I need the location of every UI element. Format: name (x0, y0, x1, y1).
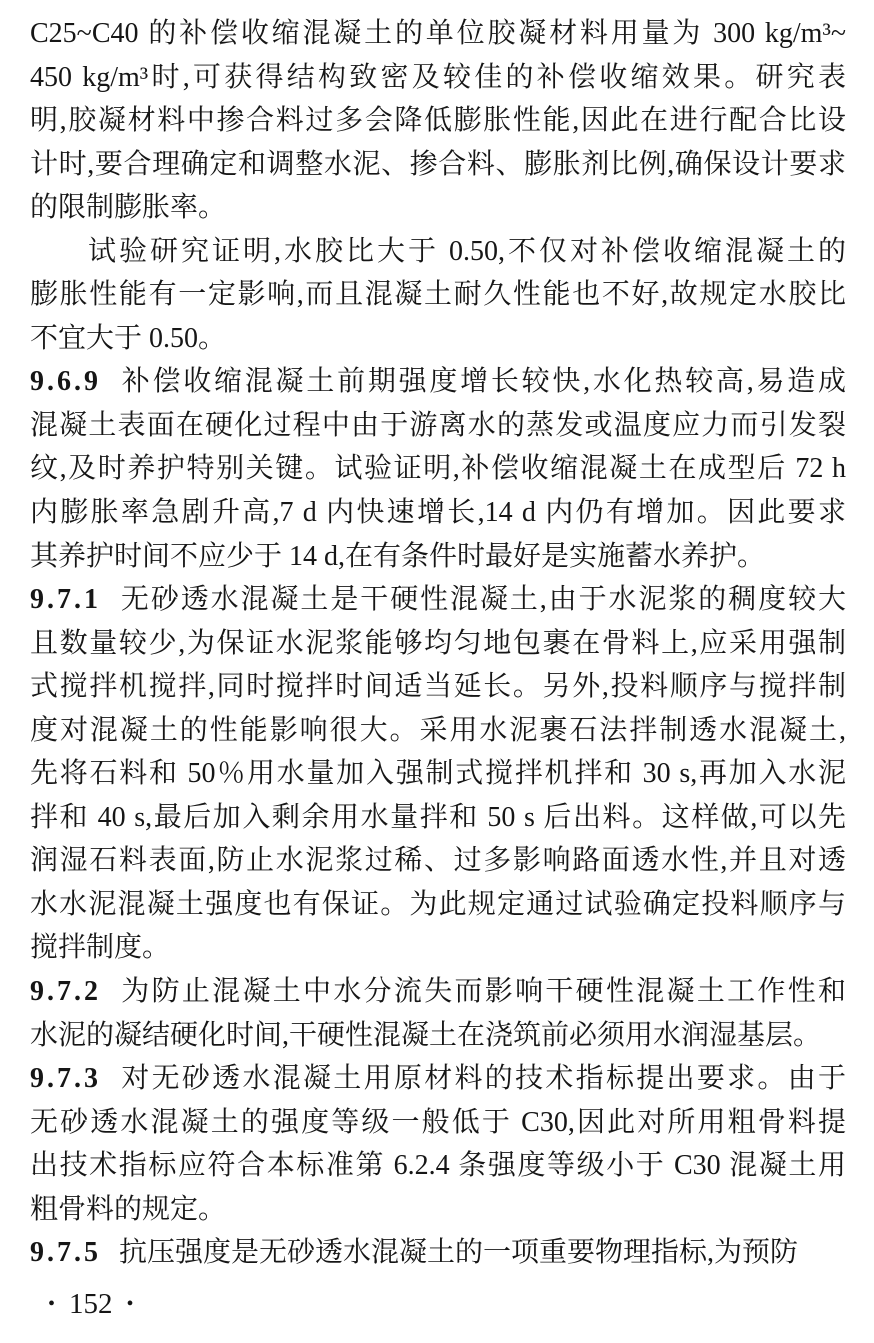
text-line: 计时,要合理确定和调整水泥、掺合料、膨胀剂比例,确保设计要求 (30, 148, 846, 180)
paragraph-clause-9-6-9 (30, 360, 846, 578)
text-line: 拌和 40 s,最后加入剩余用水量拌和 50 s 后出料。这样做,可以先 (30, 801, 846, 833)
text-line: 度对混凝土的性能影响很大。采用水泥裹石法拌制透水混凝土, (30, 714, 846, 746)
clause-number: 9.7.5 (30, 1237, 101, 1269)
text-line: 且数量较少,为保证水泥浆能够均匀地包裹在骨料上,应采用强制 (30, 627, 846, 659)
paragraph-clause-9-7-2 (30, 970, 846, 1057)
paragraph-continuation (30, 12, 846, 230)
clause-number: 9.7.3 (30, 1063, 101, 1095)
text-line (30, 1231, 846, 1275)
text-line: 润湿石料表面,防止水泥浆过稀、过多影响路面透水性,并且对透 (30, 845, 846, 877)
text-line: 搅拌制度。 (30, 932, 171, 964)
clause-number: 9.7.1 (30, 584, 101, 616)
footer-dot: • (126, 1293, 134, 1315)
clause-text: 对无砂透水混凝土用原材料的技术指标提出要求。由于 (119, 1063, 846, 1095)
text-line: C25~C40 的补偿收缩混凝土的单位胶凝材料用量为 300 kg/m³~ (30, 18, 846, 49)
text-line: 其养护时间不应少于 14 d,在有条件时最好是实施蓄水养护。 (30, 540, 766, 572)
text-line: 不宜大于 0.50。 (30, 322, 227, 354)
text-line: 式搅拌机搅拌,同时搅拌时间适当延长。另外,投料顺序与搅拌制 (30, 671, 846, 703)
text-line: 粗骨料的规定。 (30, 1193, 227, 1225)
text-line (30, 578, 846, 622)
paragraph-clause-9-7-1 (30, 578, 846, 970)
text-line: 的限制膨胀率。 (30, 192, 227, 224)
text-line: 450 kg/m³时,可获得结构致密及较佳的补偿收缩效果。研究表 (30, 61, 846, 93)
clause-text: 为防止混凝土中水分流失而影响干硬性混凝土工作性和 (119, 976, 846, 1008)
clause-text: 抗压强度是无砂透水混凝土的一项重要物理指标,为预防 (119, 1237, 799, 1269)
paragraph-clause-9-7-5 (30, 1231, 846, 1275)
text-line: 膨胀性能有一定影响,而且混凝土耐久性能也不好,故规定水胶比 (30, 279, 846, 311)
text-line: 明,胶凝材料中掺合料过多会降低膨胀性能,因此在进行配合比设 (30, 105, 846, 137)
text-line (30, 1057, 846, 1101)
text-line: 内膨胀率急剧升高,7 d 内快速增长,14 d 内仍有增加。因此要求 (30, 497, 846, 529)
text-line: 纹,及时养护特别关键。试验证明,补偿收缩混凝土在成型后 72 h (30, 453, 846, 485)
text-line (30, 360, 846, 404)
text-line: 水水泥混凝土强度也有保证。为此规定通过试验确定投料顺序与 (30, 888, 846, 920)
text-line: 试验研究证明,水胶比大于 0.50,不仅对补偿收缩混凝土的 (88, 235, 846, 267)
clause-number: 9.7.2 (30, 976, 101, 1008)
text-line: 水泥的凝结硬化时间,干硬性混凝土在浇筑前必须用水润湿基层。 (30, 1019, 822, 1051)
text-line: 无砂透水混凝土的强度等级一般低于 C30,因此对所用粗骨料提 (30, 1106, 846, 1138)
paragraph-clause-9-7-3 (30, 1057, 846, 1231)
clause-text: 无砂透水混凝土是干硬性混凝土,由于水泥浆的稠度较大 (119, 584, 846, 616)
clause-number: 9.6.9 (30, 366, 101, 398)
paragraph-body (30, 230, 846, 361)
page-number: 152 (69, 1288, 113, 1320)
clause-text: 补偿收缩混凝土前期强度增长较快,水化热较高,易造成 (119, 366, 846, 398)
text-line: 出技术指标应符合本标准第 6.2.4 条强度等级小于 C30 混凝土用 (30, 1150, 846, 1182)
footer-dot: • (48, 1293, 56, 1315)
body-text (30, 12, 846, 1275)
text-line: 混凝土表面在硬化过程中由于游离水的蒸发或温度应力而引发裂 (30, 409, 846, 441)
text-line: 先将石料和 50％用水量加入强制式搅拌机拌和 30 s,再加入水泥 (30, 758, 846, 790)
text-line (30, 970, 846, 1014)
page-footer (48, 1286, 134, 1322)
